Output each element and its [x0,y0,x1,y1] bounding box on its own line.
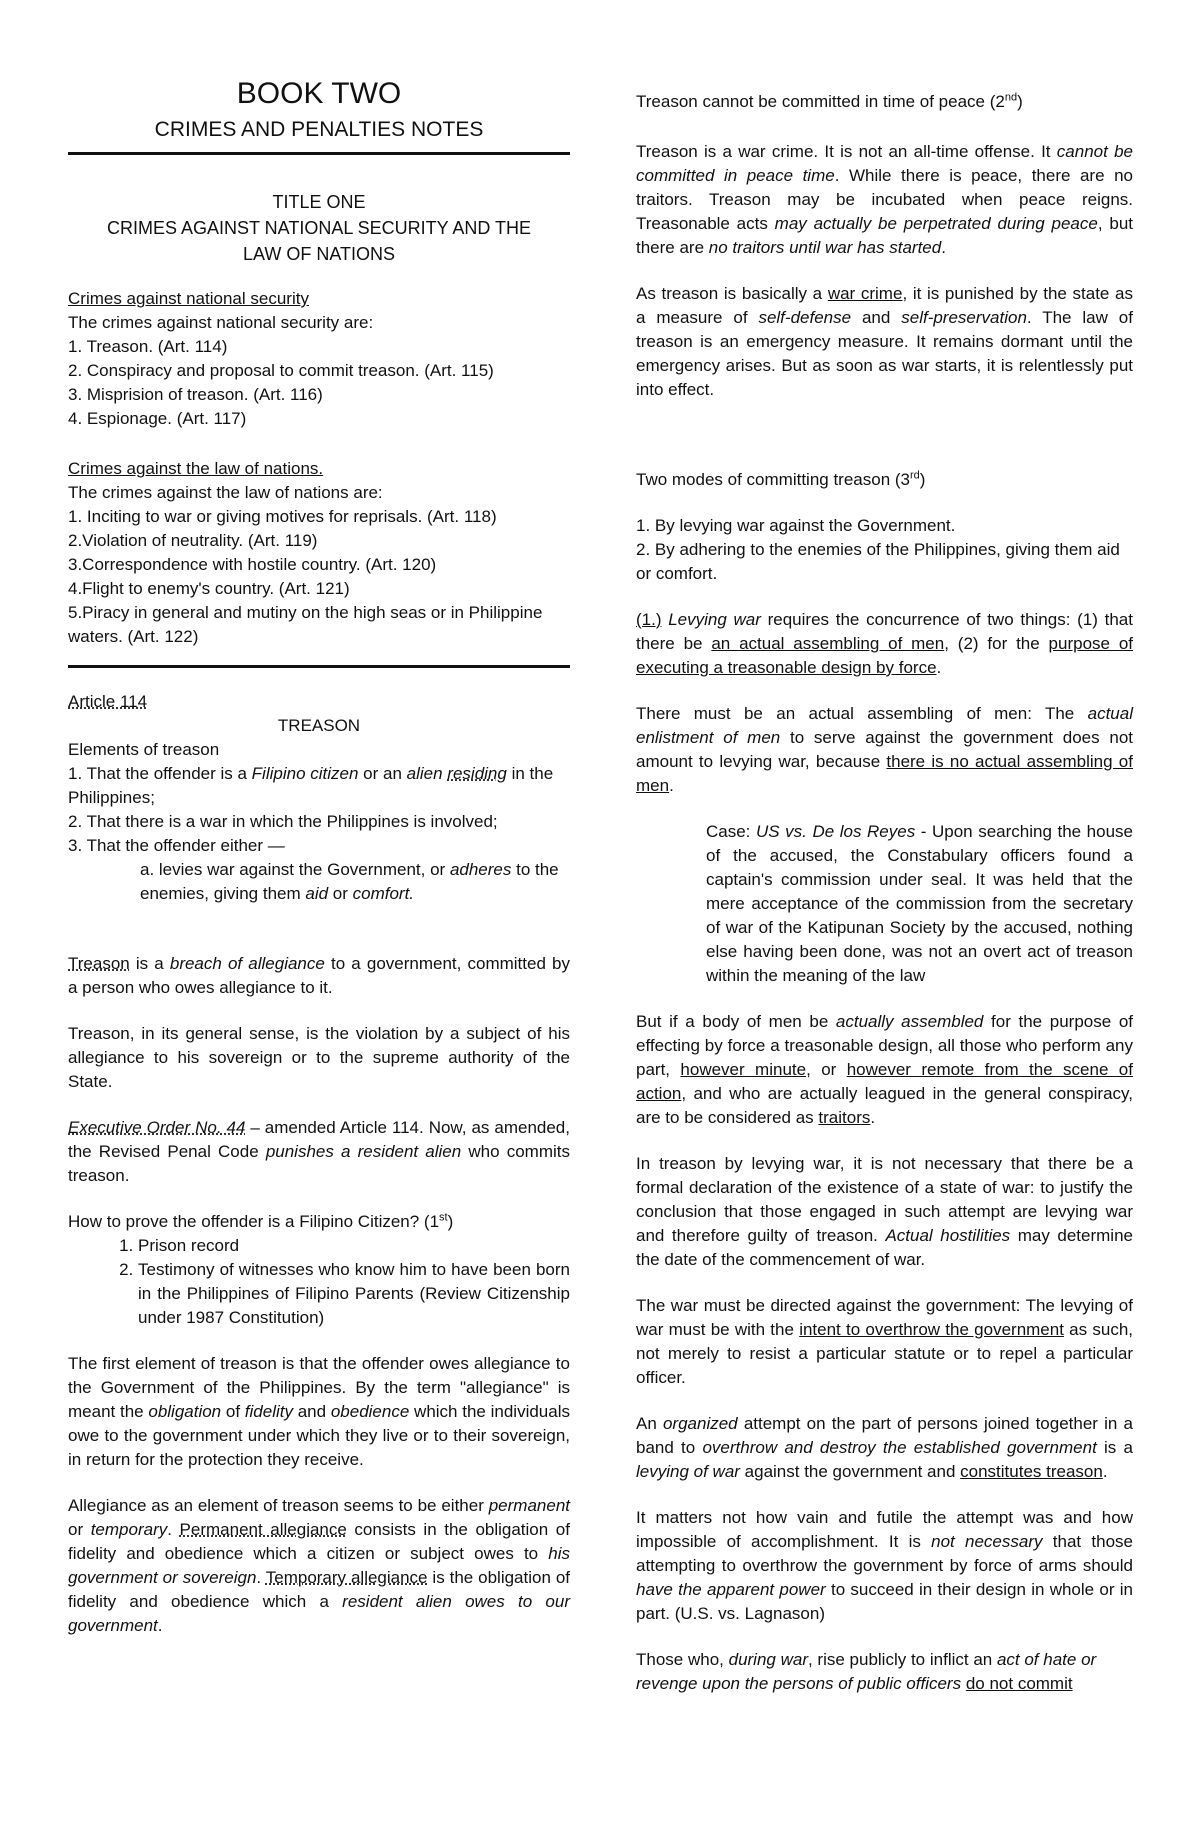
element-2: 2. That there is a war in which the Philippines is involved; [68,812,498,831]
national-security-intro: The crimes against national security are: [68,313,374,332]
title-line-1: CRIMES AGAINST NATIONAL SECURITY AND THE [106,218,532,238]
war-crime-paragraph: Treason is a war crime. It is not an all-time offense. It cannot be committed in peace time. While there is peace, there are no traitors. Treason may be incubated when peace reigns. Treasonable acts may actually be perpetrated during peace, but there are no traitors until war has started. [636,142,1133,257]
law-of-nations-heading: Crimes against the law of nations. [68,459,324,478]
basically-war-crime-paragraph: As treason is basically a war crime, it is punished by the state as a measure of self-defense and self-preservation. The law of treason is an emergency measure. It remains dormant until the emergency arises. But as soon as war starts, it is relentlessly put into effect. [636,284,1134,399]
declaration-paragraph: In treason by levying war, it is not necessary that there be a formal declaration of the existence of a state of war: to justify the conclusion that those engaged in such attempt are levying war and therefore guilty of treason. Actual hostilities may determine the date of the commencement of war. [636,1154,1133,1269]
element-3a: a. levies war against the Government, or adheres to the enemies, giving them aid or comfort. [140,860,559,903]
list-item: 4. Espionage. (Art. 117) [68,409,247,428]
allegiance-paragraph: Allegiance as an element of treason seems to be either permanent or temporary. Permanent allegiance consists in the obligation of fidelity and obedience which a citizen or subject owes to his government or sovereign. Temporary allegiance is the obligation of fidelity and obedience which a resident alien owes to our government. [68,1496,571,1635]
levying-war-paragraph: (1.) Levying war requires the concurrence of two things: (1) that there be an actual assembling of men, (2) for the purpose of executing a treasonable design by force. [636,610,1133,677]
mode-2: 2. By adhering to the enemies of the Philippines, giving them aid or comfort. [636,540,1120,583]
law-of-nations-list [68,505,570,649]
list-item: 3.Correspondence with hostile country. (Art. 120) [68,555,437,574]
list-item: 1. Treason. (Art. 114) [68,337,228,356]
treason-general-sense: Treason, in its general sense, is the violation by a subject of his allegiance to his sovereign or to the supreme authority of the State. [68,1024,570,1091]
article-label: Article 114 [68,692,148,711]
modes-heading: Two modes of committing treason (3rd) [636,469,926,489]
list-item: 2. Testimony of witnesses who know him to have been born in the Philippines of Filipino Parents (Review Citizenship under 1987 Constitution) [138,1258,570,1330]
prove-citizen-question: How to prove the offender is a Filipino Citizen? (1st) [68,1211,454,1231]
assembling-paragraph: There must be an actual assembling of men: The actual enlistment of men to serve against the government does not amount to levying war, because there is no actual assembling of men. [636,704,1133,795]
during-war-paragraph: Those who, during war, rise publicly to inflict an act of hate or revenge upon the persons of public officers do not commit [636,1650,1097,1693]
peace-heading: Treason cannot be committed in time of peace (2nd) [636,91,1023,111]
treason-definition: Treason is a breach of allegiance to a government, committed by a person who owes allegiance to it. [68,954,570,997]
book-title: BOOK TWO [236,77,402,110]
list-item: 4.Flight to enemy's country. (Art. 121) [68,579,350,598]
notes-subtitle: CRIMES AND PENALTIES NOTES [154,118,484,141]
law-of-nations-intro: The crimes against the law of nations are: [68,483,383,502]
national-security-list [68,335,570,431]
prove-list [68,1234,570,1330]
organized-attempt-paragraph: An organized attempt on the part of persons joined together in a band to overthrow and destroy the established government is a levying of war against the government and constitutes treason. [636,1414,1133,1481]
list-item: 1. Inciting to war or giving motives for reprisals. (Art. 118) [68,507,497,526]
executive-order-note: Executive Order No. 44 – amended Article 114. Now, as amended, the Revised Penal Code punishes a resident alien who commits treason. [68,1118,570,1185]
elements-heading: Elements of treason [68,740,220,759]
directed-against-government-paragraph: The war must be directed against the government: The levying of war must be with the intent to overthrow the government as such, not merely to resist a particular statute or to repel a particular officer. [636,1296,1133,1387]
body-of-men-paragraph: But if a body of men be actually assembled for the purpose of effecting by force a treasonable design, all those who perform any part, however minute, or however remote from the scene of action, and who are actually leagued in the general conspiracy, are to be considered as traitors. [636,1012,1133,1127]
title-one: TITLE ONE [272,192,366,212]
left-column [68,60,570,1638]
list-item: 2.Violation of neutrality. (Art. 119) [68,531,318,550]
title-line-2: LAW OF NATIONS [242,244,395,264]
element-3: 3. That the offender either — [68,836,285,855]
list-item: 1. Prison record [138,1234,570,1258]
list-item: 3. Misprision of treason. (Art. 116) [68,385,323,404]
mode-1: 1. By levying war against the Government. [636,516,956,535]
list-item: 5.Piracy in general and mutiny on the high seas or in Philippine waters. (Art. 122) [68,603,543,646]
case-us-vs-de-los-reyes: Case: US vs. De los Reyes - Upon searching the house of the accused, the Constabulary officers found a captain's commission under seal. It was held that the mere acceptance of the commission from the secretary of war of the Katipunan Society by the accused, nothing else having been done, was not an overt act of treason within the meaning of the law [706,822,1133,985]
futile-attempt-paragraph: It matters not how vain and futile the attempt was and how impossible of accomplishment. It is not necessary that those attempting to overthrow the government by force of arms should have the apparent power to succeed in their design in whole or in part. (U.S. vs. Lagnason) [636,1508,1133,1623]
article-title: TREASON [277,716,361,735]
first-element-paragraph: The first element of treason is that the offender owes allegiance to the Government of the Philippines. By the term "allegiance" is meant the obligation of fidelity and obedience which the individuals owe to the government under which they live or to their sovereign, in return for the protection they receive. [68,1354,570,1469]
right-column [636,60,1133,1696]
element-1: 1. That the offender is a Filipino citizen or an alien residing in the Philippines; [68,764,554,807]
national-security-heading: Crimes against national security [68,289,309,308]
list-item: 2. Conspiracy and proposal to commit treason. (Art. 115) [68,361,494,380]
